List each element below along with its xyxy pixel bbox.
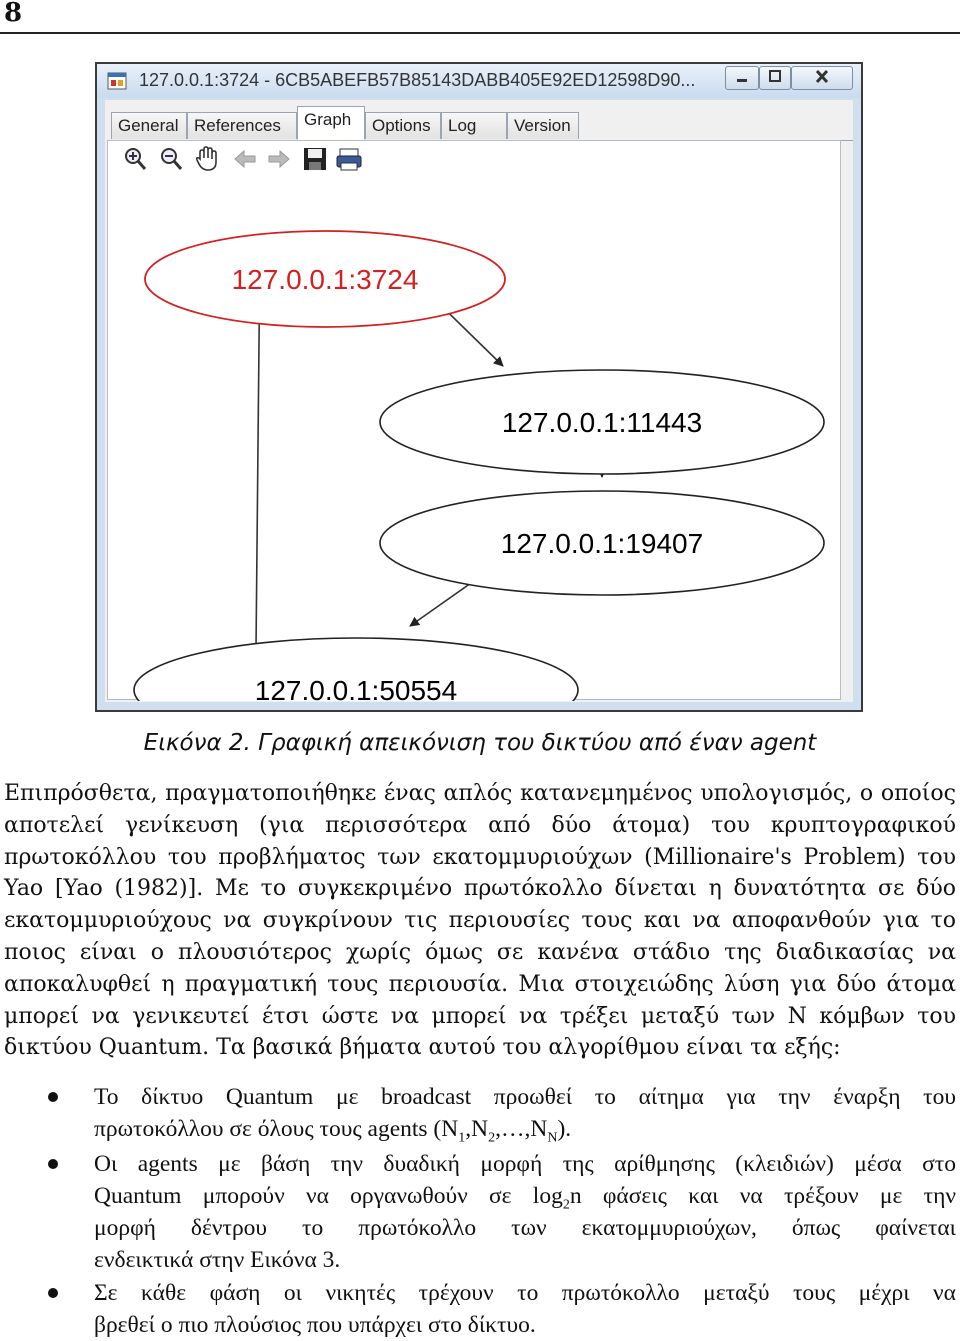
bullet-line: βρεθεί ο πιο πλούσιος που υπάρχει στο δίκτυο. bbox=[94, 1312, 536, 1338]
maximize-button[interactable] bbox=[759, 66, 791, 90]
caption-label: Εικόνα 2. bbox=[143, 730, 251, 756]
bullet-line: Σε κάθε φάση οι νικητές τρέχουν το πρωτόκολλο μεταξύ τους μέχρι να bbox=[94, 1280, 956, 1306]
bullet-line: Οι agents με βάση την δυαδική μορφή της αρίθμησης (κλειδιών) μέσα στο bbox=[94, 1151, 956, 1177]
tab-log[interactable]: Log bbox=[441, 112, 507, 139]
tab-strip bbox=[107, 104, 853, 141]
zoom-out-icon[interactable] bbox=[158, 145, 184, 173]
bullet-line: Quantum μπορούν να οργανωθούν σε $\log_2n$ φάσεις και να τρέξουν με την bbox=[94, 1183, 956, 1213]
figure-caption bbox=[0, 730, 960, 756]
app-icon bbox=[107, 72, 127, 90]
node-label-19407: 127.0.0.1:19407 bbox=[500, 528, 704, 559]
tab-options[interactable]: Options bbox=[365, 112, 441, 139]
minimize-button[interactable] bbox=[725, 66, 759, 90]
bullet-line: μορφή δέντρου το πρωτόκολλο των εκατομμυριούχων, όπως φαίνεται bbox=[94, 1215, 956, 1241]
paragraph-line: μπορεί να γενικευτεί έτσι ώστε να μπορεί να τρέξει μεταξύ των N κόμβων του bbox=[4, 1003, 956, 1029]
node-label-50554: 127.0.0.1:50554 bbox=[254, 675, 458, 701]
paragraph-line: Επιπρόσθετα, πραγματοποιήθηκε ένας απλός κατανεμημένος υπολογισμός, ο οποίος bbox=[4, 781, 956, 806]
window-title: 127.0.0.1:3724 - 6CB5ABEFB57B85143DABB405E92ED12598D90... bbox=[139, 70, 696, 90]
bullet-icon bbox=[48, 1288, 58, 1298]
minimize-icon bbox=[732, 67, 752, 87]
caption-text: Γραφική απεικόνιση του δικτύου από έναν agent bbox=[250, 730, 817, 756]
tab-version[interactable]: Version bbox=[507, 112, 579, 139]
tab-references[interactable]: References bbox=[187, 112, 297, 139]
window-client bbox=[105, 100, 853, 702]
paragraph-line: αποκαλυφθεί η πραγματική τους περιουσία. Μια στοιχειώδης λύση για δύο άτομα bbox=[4, 971, 956, 997]
node-label-11443: 127.0.0.1:11443 bbox=[501, 407, 703, 438]
print-icon[interactable] bbox=[336, 145, 362, 173]
paragraph-line: Yao [Yao (1982)]. Με το συγκεκριμένο πρωτόκολλο δίνεται η δυνατότητα σε δύο bbox=[4, 876, 956, 902]
network-graph bbox=[108, 181, 844, 701]
paragraph-line: αποτελεί γενίκευση (για περισσότερα από δύο άτομα) του κρυπτογραφικού bbox=[4, 812, 956, 838]
paragraph-line: ποιος είναι ο πλουσιότερος χωρίς όμως σε κανένα στάδιο της διαδικασίας να bbox=[4, 939, 956, 965]
paragraph-line: δικτύου Quantum. Τα βασικά βήματα αυτού του αλγορίθμου είναι τα εξής: bbox=[4, 1035, 841, 1061]
page-number: 8 bbox=[4, 0, 23, 28]
title-bar bbox=[97, 64, 861, 98]
bullet-line: ενδεικτικά στην Εικόνα 3. bbox=[94, 1247, 341, 1273]
paragraph-line: πρωτοκόλλου του προβλήματος των εκατομμυριούχων (Millionaire's Problem) του bbox=[4, 844, 956, 870]
node-label-3724: 127.0.0.1:3724 bbox=[231, 264, 419, 295]
close-icon bbox=[810, 67, 834, 87]
header-rule bbox=[0, 32, 960, 34]
body-paragraph bbox=[4, 778, 956, 1064]
bullet-line: πρωτοκόλλου σε όλους τους agents $(N_1,N_2,\dots,N_N)$. bbox=[94, 1116, 572, 1146]
back-arrow-icon[interactable] bbox=[232, 145, 258, 173]
pan-hand-icon[interactable] bbox=[194, 145, 220, 173]
close-button[interactable] bbox=[791, 66, 853, 90]
forward-arrow-icon[interactable] bbox=[266, 145, 292, 173]
graph-panel bbox=[107, 140, 841, 700]
tab-general[interactable]: General bbox=[111, 112, 187, 139]
bullet-line: Το δίκτυο Quantum με broadcast προωθεί το αίτημα για την έναρξη του bbox=[94, 1084, 956, 1110]
agent-window bbox=[95, 62, 863, 712]
save-icon[interactable] bbox=[302, 145, 328, 173]
bullet-icon bbox=[48, 1092, 58, 1102]
bullet-icon bbox=[48, 1159, 58, 1169]
maximize-icon bbox=[765, 67, 785, 87]
paragraph-line: εκατομμυριούχους να συγκρίνουν τις περιουσίες τους και να αποφανθούν για το bbox=[4, 908, 956, 934]
tab-graph[interactable]: Graph bbox=[297, 106, 365, 140]
zoom-in-icon[interactable] bbox=[122, 145, 148, 173]
